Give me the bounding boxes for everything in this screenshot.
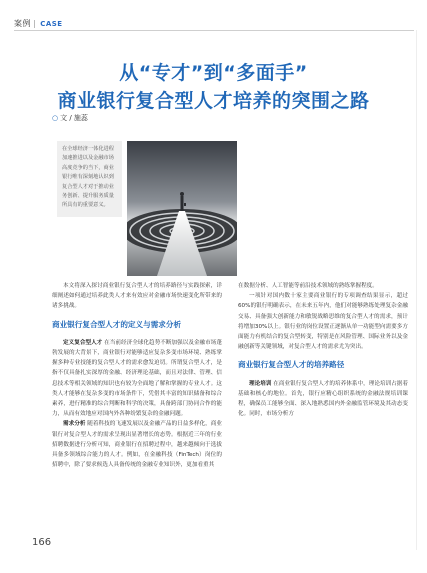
right-column: [238, 281, 408, 419]
abstract-text: 在全球经济一体化进程加速推进以及金融市场高度竞争的当下，商业银行唯有深刻地认识到复合型人才对于推动业务创新、提升服务质量所具有的重要意义。: [62, 146, 114, 209]
section-heading-training: 商业银行复合型人才的培养路径: [238, 360, 345, 370]
section-heading-definition: 商业银行复合型人才的定义与需求分析: [52, 319, 182, 329]
section-label: 案例: [14, 19, 31, 28]
abstract-box: [57, 141, 122, 217]
paragraph-text: 在当前经济全球化趋势不断加强以及金融市场蓬勃发展的大背景下，商业银行对能够适应复杂多变市场环境、熟练掌握多种专业技能的复合型人才的需求愈发迫切。所谓复合型人才，是指不仅具备扎实深厚的金融、经济理论基础，而且对法律、管理、信息技术等相关领域的知识也有较为全面地了解和掌握的专业人才。这类人才能够在复杂多变的市场条件下，凭借其丰富的知识储备和综合素养，进行精准的综合判断和科学的决策，具备跨部门协同合作的能力，从而有效地应对国内外各种纷繁复杂的金融问题。: [52, 339, 222, 418]
paragraph-text: 在商业银行复合型人才的培养体系中，理论培训占据着基础和核心的地位。首先，银行应精心组织系统的金融法规培训课程，确保员工能够全面、深入地熟悉国内外金融监管环境及其动态变化。同时，市场分析方: [238, 380, 408, 418]
paragraph-text: 随着科技的飞速发展以及金融产品的日益多样化，商业银行对复合型人才的需求呈现出显著增长的态势。根据近三年的行业招聘数据进行分析可知，商业银行在招聘过程中，越来越倾向于选拔具备多领域综合能力的人才。例如，在金融科技（FinTech）岗位的招聘中，除了要求候选人具备传统的金融专业知识外，更加看重其: [52, 421, 222, 469]
survey-paragraph: 一项针对国内数十家主要商业银行的专项调查结果显示，超过60%的银行明确表示，在未来五年内，他们对能够熟练处理复杂金融交易、具备强大创新能力和敏锐战略思维的复合型人才的需求，预计将增加30%以上。银行业的岗位设置正逐渐从单一功能型向需要多方面能力有机结合的复合型转变，特别是在风险管理、国际业务以及金融创新等关键领域，对复合型人才的需求尤为突出。: [238, 293, 408, 351]
paragraph-label: 理论培训: [249, 380, 272, 387]
section-tag: [14, 18, 63, 29]
theory-paragraph: [238, 379, 408, 420]
paragraph-label: 定义复合型人才: [63, 339, 103, 346]
hero-image: [127, 141, 237, 276]
left-column: [52, 281, 222, 470]
definition-paragraph: [52, 338, 222, 420]
byline-marker-icon: ○: [52, 114, 59, 122]
paragraph-label: 需求分析: [63, 421, 86, 428]
demand-paragraph: [52, 419, 222, 470]
intro-paragraph: 本文将深入探讨商业银行复合型人才的培养路径与实践探索，详细阐述如何通过培养此类人才来有效应对金融市场快速变化所带来的诸多挑战。: [52, 283, 222, 310]
article-title-line-2: 商业银行复合型人才培养的突围之路: [57, 90, 370, 112]
continued-paragraph: 在数据分析、人工智能等前沿技术领域的熟练掌握程度。: [238, 283, 378, 289]
section-divider: |: [33, 19, 37, 28]
article-title-line-1: 从“专才”到“多面手”: [119, 62, 308, 84]
section-label-en: CASE: [40, 20, 63, 28]
byline: [52, 113, 88, 123]
author: 文 / 施蕊: [60, 114, 88, 122]
page-number: 166: [32, 537, 52, 548]
header-divider: [14, 30, 414, 31]
